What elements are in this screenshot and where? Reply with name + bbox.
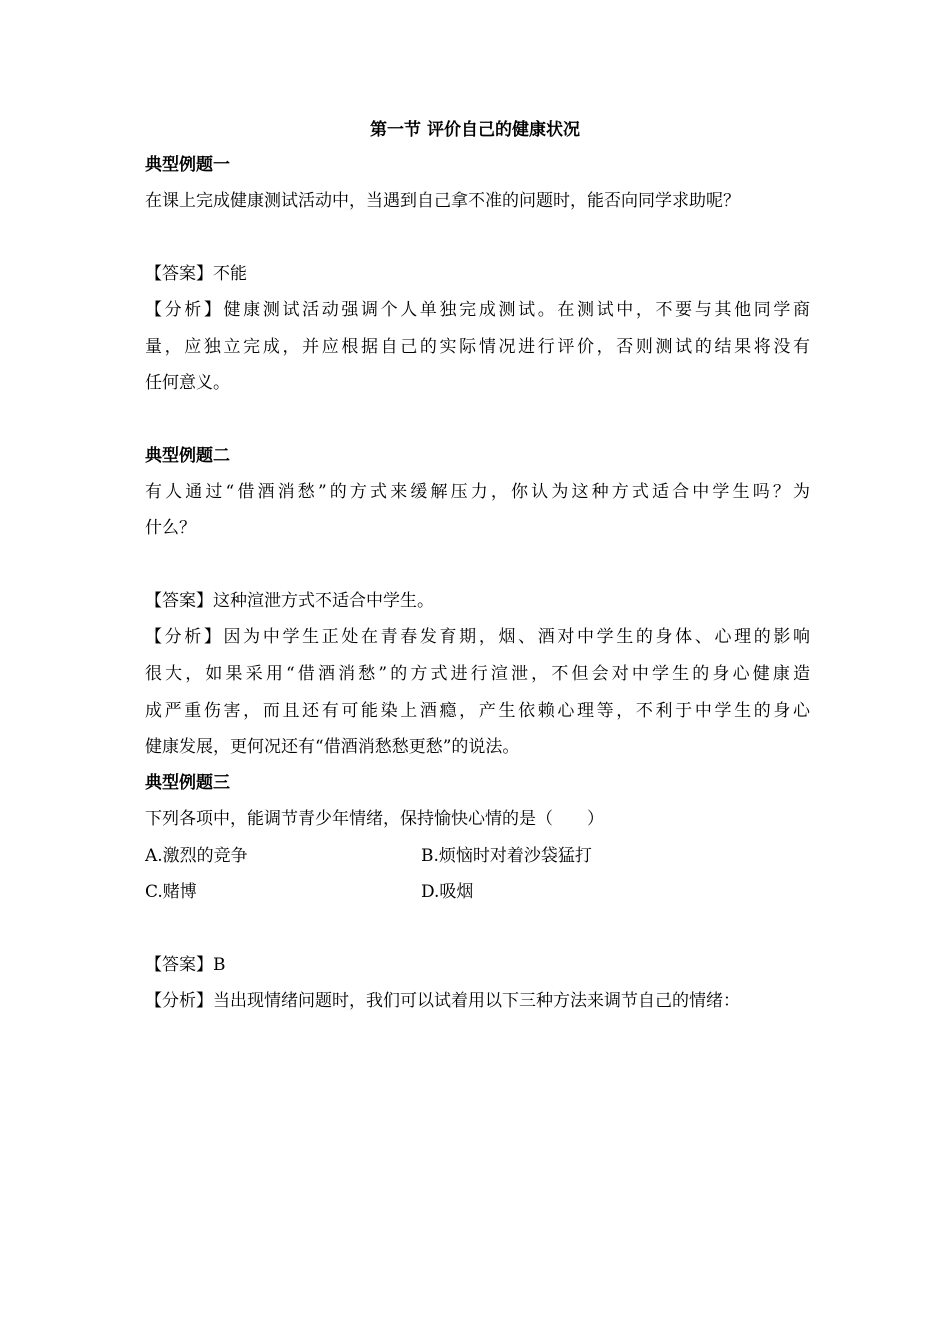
example2-analysis-line-2: 很大，如果采用“借酒消愁”的方式进行渲泄，不但会对中学生的身心健康造 [145,664,810,684]
option-c: C.赌博 [145,882,197,902]
example3-heading: 典型例题三 [145,773,230,793]
example2-question-line-1: 有人通过“借酒消愁”的方式来缓解压力，你认为这种方式适合中学生吗？为 [145,482,810,502]
example2-analysis-line-3: 成严重伤害，而且还有可能染上酒瘾，产生依赖心理等，不利于中学生的身心 [145,701,810,721]
example1-answer: 【答案】不能 [145,264,247,284]
example2-analysis-line-4: 健康发展，更何况还有“借酒消愁愁更愁”的说法。 [145,737,520,757]
example2-analysis-line-1: 【分析】因为中学生正处在青春发育期，烟、酒对中学生的身体、心理的影响 [145,627,810,647]
option-b: B.烦恼时对着沙袋猛打 [421,846,592,866]
example1-question: 在课上完成健康测试活动中，当遇到自己拿不准的问题时，能否向同学求助呢？ [145,191,740,211]
example1-heading: 典型例题一 [145,155,230,175]
page-title: 第一节 评价自己的健康状况 [370,120,580,140]
example1-analysis-line-3: 任何意义。 [145,373,230,393]
option-a: A.激烈的竞争 [145,846,248,866]
example1-analysis-line-1: 【分析】健康测试活动强调个人单独完成测试。在测试中，不要与其他同学商 [145,300,810,320]
example3-question: 下列各项中，能调节青少年情绪，保持愉快心情的是（ ） [145,809,604,829]
example1-analysis-line-2: 量，应独立完成，并应根据自己的实际情况进行评价，否则测试的结果将没有 [145,337,810,357]
example3-analysis: 【分析】当出现情绪问题时，我们可以试着用以下三种方法来调节自己的情绪： [145,991,740,1011]
example2-question-line-2: 什么？ [145,518,196,538]
example2-heading: 典型例题二 [145,446,230,466]
example3-answer: 【答案】B [145,955,226,975]
option-d: D.吸烟 [421,882,474,902]
example2-answer: 【答案】这种渲泄方式不适合中学生。 [145,591,434,611]
